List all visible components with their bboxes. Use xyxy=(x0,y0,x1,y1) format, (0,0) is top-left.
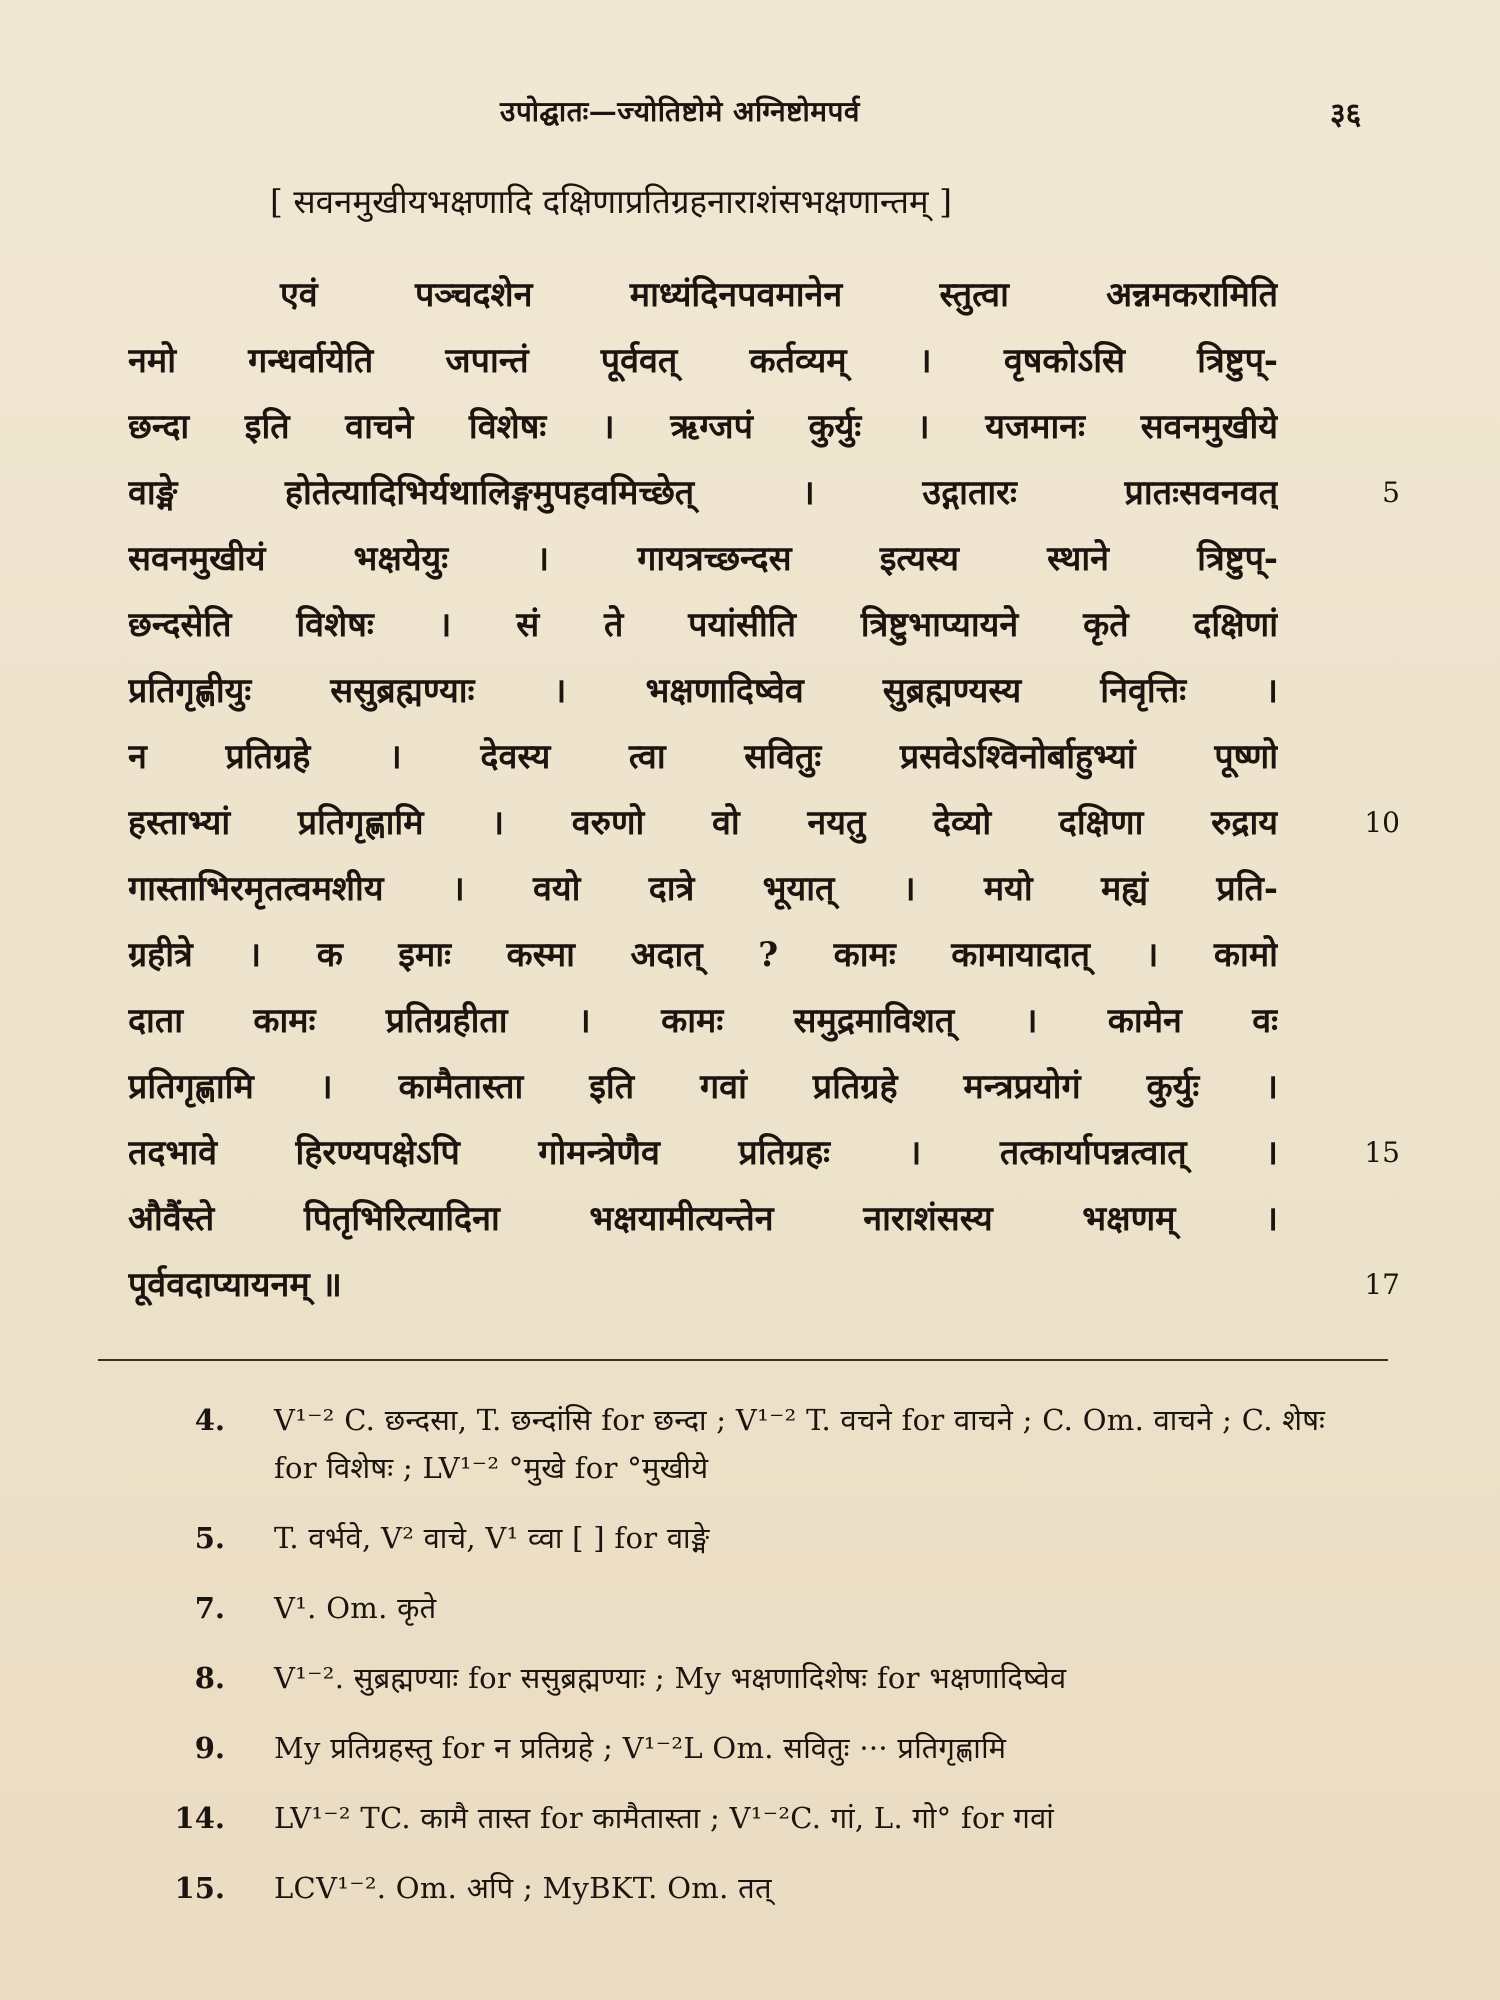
text-line xyxy=(128,988,1278,1054)
line-text: दाता कामः प्रतिग्रहीता । कामः समुद्रमाविशत् । कामेन वः xyxy=(128,1001,1278,1041)
text-line xyxy=(128,856,1278,922)
line-text: सवनमुखीयं भक्षयेयुः । गायत्रच्छन्दस इत्यस्य स्थाने त्रिष्टुप्- xyxy=(128,539,1278,579)
footnotes xyxy=(150,1396,1390,1934)
text-line xyxy=(128,1186,1278,1252)
text-line xyxy=(128,460,1400,526)
footnote-number: 14. xyxy=(174,1801,225,1835)
page-number: ३६ xyxy=(1330,97,1362,132)
footnote-rule xyxy=(98,1359,1388,1361)
line-text: प्रतिगृह्णीयुः ससुब्रह्मण्याः । भक्षणादिष्वेव सुब्रह्मण्यस्य निवृत्तिः । xyxy=(128,671,1278,711)
footnote-number: 7. xyxy=(194,1591,225,1625)
section-heading: [ सवनमुखीयभक्षणादि दक्षिणाप्रतिग्रहनाराशंसभक्षणान्तम् ] xyxy=(270,182,952,221)
footnote xyxy=(150,1724,1390,1772)
text-line xyxy=(128,592,1278,658)
text-line xyxy=(128,658,1278,724)
running-head-title: उपोद्घातः—ज्योतिष्टोमे अग्निष्टोमपर्व xyxy=(500,95,860,128)
line-text: नमो गन्धर्वायेति जपान्तं पूर्ववत् कर्तव्यम् । वृषकोऽसि त्रिष्टुप्- xyxy=(128,341,1278,381)
line-text: गास्ताभिरमृतत्वमशीय । वयो दात्रे भूयात् । मयो मह्यं प्रति- xyxy=(128,869,1278,909)
footnote xyxy=(150,1396,1390,1492)
footnote-text: LCV¹⁻². Om. अपि ; MyBKT. Om. तत् xyxy=(274,1871,772,1905)
footnote-number: 4. xyxy=(194,1403,225,1437)
text-line xyxy=(128,394,1278,460)
footnote-number: 15. xyxy=(174,1871,225,1905)
line-number: 15 xyxy=(1364,1136,1400,1169)
text-line xyxy=(128,262,1278,328)
line-number: 10 xyxy=(1364,806,1400,839)
running-head xyxy=(0,92,1500,132)
text-line xyxy=(128,328,1278,394)
line-text: वाङ्मे होतेत्यादिभिर्यथालिङ्गमुपहवमिच्छेत् । उद्गातारः प्रातःसवनवत् xyxy=(128,473,1278,513)
footnote-text: T. वर्भवे, V² वाचे, V¹ व्वा [ ] for वाङ्मे xyxy=(274,1521,710,1555)
footnote-number: 9. xyxy=(194,1731,225,1765)
footnote xyxy=(150,1584,1390,1632)
line-text: न प्रतिग्रहे । देवस्य त्वा सवितुः प्रसवेऽश्विनोर्बाहुभ्यां पूष्णो xyxy=(128,737,1278,777)
line-text: हस्ताभ्यां प्रतिगृह्णामि । वरुणो वो नयतु देव्यो दक्षिणा रुद्राय xyxy=(128,803,1278,843)
footnote xyxy=(150,1654,1390,1702)
footnote-text: LV¹⁻² TC. कामै तास्त for कामैतास्ता ; V¹⁻²C. गां, L. गो° for गवां xyxy=(274,1801,1055,1835)
text-line xyxy=(128,1252,1400,1318)
footnote-number: 5. xyxy=(194,1521,225,1555)
line-text: प्रतिगृह्णामि । कामैतास्ता इति गवां प्रतिग्रहे मन्त्रप्रयोगं कुर्युः । xyxy=(128,1067,1278,1107)
main-text xyxy=(128,262,1400,1318)
footnote-text: My प्रतिग्रहस्तु for न प्रतिग्रहे ; V¹⁻²L Om. सवितुः ··· प्रतिगृह्णामि xyxy=(274,1731,1007,1765)
footnote xyxy=(150,1864,1390,1912)
footnote xyxy=(150,1794,1390,1842)
line-number: 5 xyxy=(1382,476,1400,509)
text-line xyxy=(128,1054,1278,1120)
line-text: ग्रहीत्रे । क इमाः कस्मा अदात् ? कामः कामायादात् । कामो xyxy=(128,935,1278,975)
text-line xyxy=(128,1120,1400,1186)
text-line xyxy=(128,724,1278,790)
footnote xyxy=(150,1514,1390,1562)
line-text: पूर्ववदाप्यायनम् ॥ xyxy=(128,1265,342,1305)
line-text: छन्दा इति वाचने विशेषः । ऋग्जपं कुर्युः । यजमानः सवनमुखीये xyxy=(128,407,1278,447)
line-text: एवं पञ्चदशेन माध्यंदिनपवमानेन स्तुत्वा अन्नमकरामिति xyxy=(280,275,1278,315)
line-text: छन्दसेति विशेषः । सं ते पयांसीति त्रिष्टुभाप्यायने कृते दक्षिणां xyxy=(128,605,1278,645)
footnote-text: V¹. Om. कृते xyxy=(274,1591,437,1625)
text-line xyxy=(128,790,1400,856)
line-number: 17 xyxy=(1364,1268,1400,1301)
footnote-text: V¹⁻². सुब्रह्मण्याः for ससुब्रह्मण्याः ; My भक्षणादिशेषः for भक्षणादिष्वेव xyxy=(274,1661,1067,1695)
text-line xyxy=(128,526,1278,592)
line-text: औवैंस्ते पितृभिरित्यादिना भक्षयामीत्यन्तेन नाराशंसस्य भक्षणम् । xyxy=(128,1199,1278,1239)
footnote-number: 8. xyxy=(194,1661,225,1695)
footnote-text: V¹⁻² C. छन्दसा, T. छन्दांसि for छन्दा ; V¹⁻² T. वचने for वाचने ; C. Om. वाचने ; C. शेषः for विशेषः ; LV¹⁻² °मुखे for °मुखीये xyxy=(274,1403,1326,1485)
line-text: तदभावे हिरण्यपक्षेऽपि गोमन्त्रेणैव प्रतिग्रहः । तत्कार्यापन्नत्वात् । xyxy=(128,1133,1278,1173)
text-line xyxy=(128,922,1278,988)
